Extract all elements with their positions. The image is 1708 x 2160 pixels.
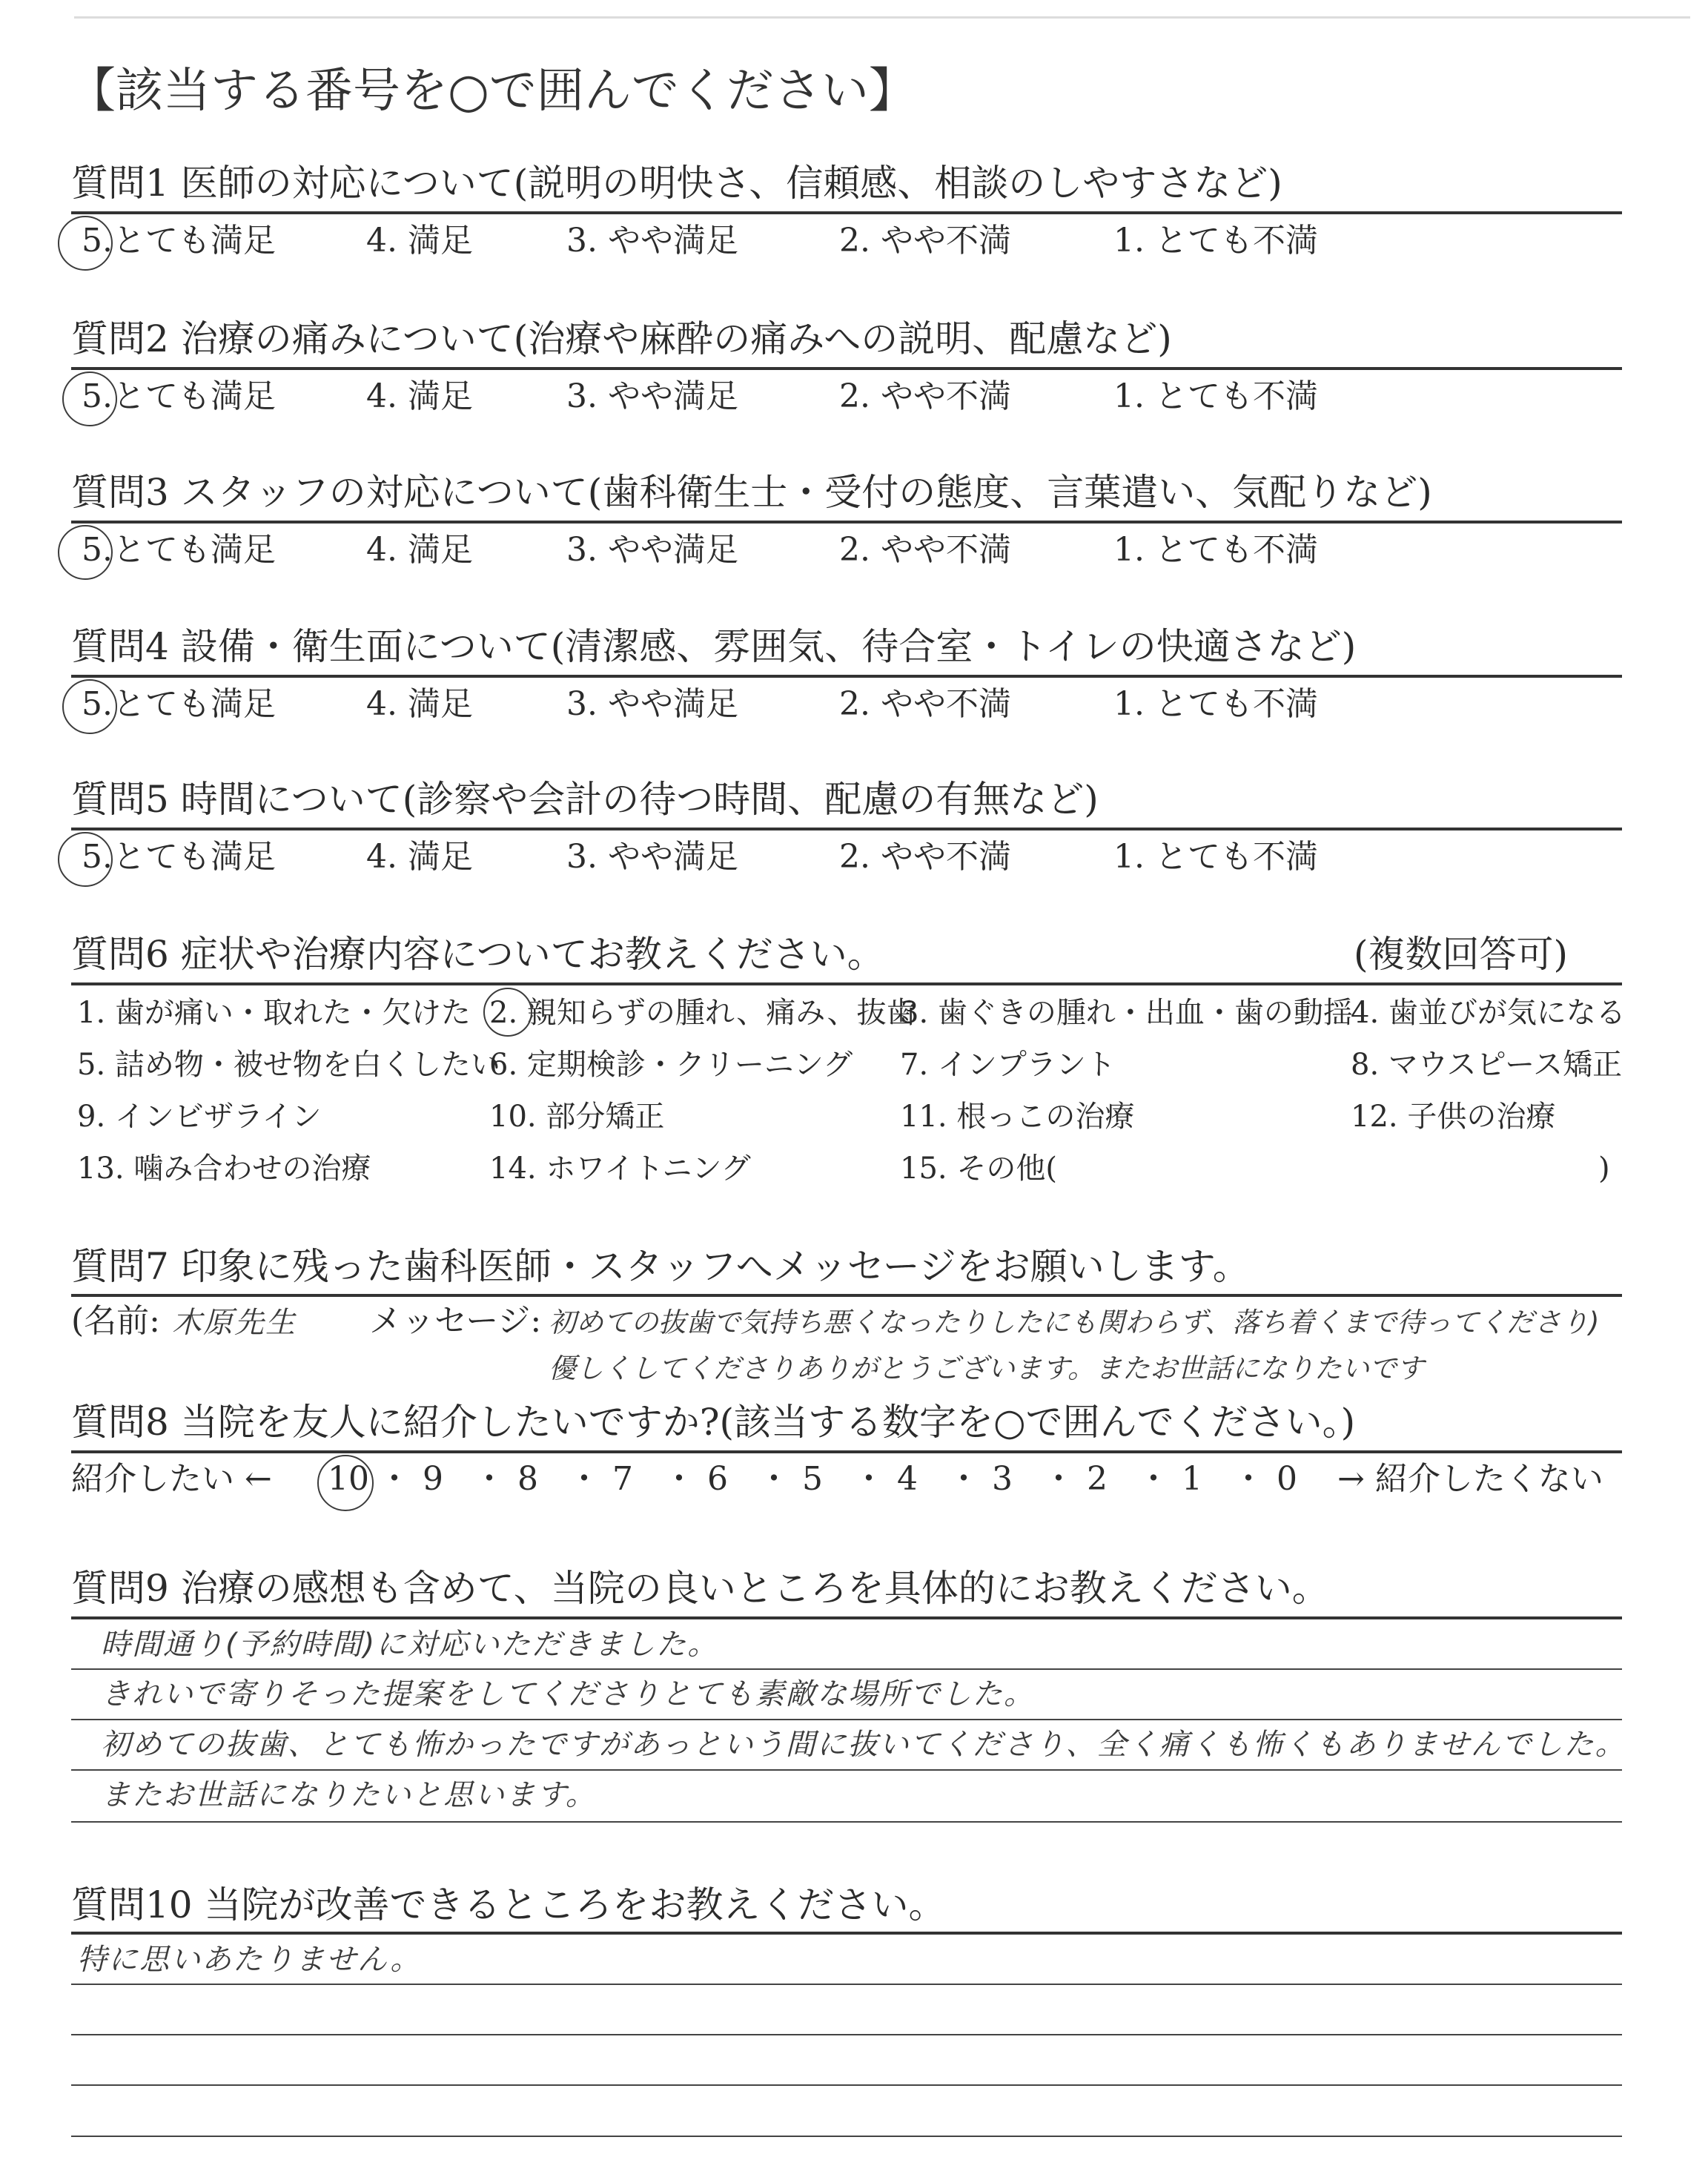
q1-option-1: 1. とても不満 — [1113, 222, 1318, 260]
q6-option-4: 4. 歯並びが気になる — [1351, 996, 1626, 1030]
q9-ruled-line — [71, 1821, 1622, 1823]
q3-selected-circle — [58, 525, 113, 580]
q7-message-line2: 優しくしてくださりありがとうございます。またお世話になりたいです — [549, 1353, 1425, 1384]
q4-selected-circle — [62, 679, 117, 734]
q1-option-2: 2. やや不満 — [839, 222, 1011, 260]
q4-option-3: 3. やや満足 — [566, 685, 738, 723]
q8-scale-separator: ・ — [473, 1460, 506, 1498]
q5-option-5: 5.とても満足 — [82, 838, 276, 876]
q10-answer-line: 特に思いあたりません。 — [77, 1943, 422, 1977]
q9-title: 質問9 治療の感想も含めて、当院の良いところを具体的にお教えください。 — [71, 1567, 1329, 1610]
q2-option-4: 4. 満足 — [366, 377, 473, 415]
q9-ruled-line — [71, 1719, 1622, 1720]
q8-scale-8: 8 — [517, 1460, 538, 1498]
q6-option-11: 11. 根っこの治療 — [900, 1100, 1135, 1134]
q6-option-8: 8. マウスピース矯正 — [1351, 1048, 1623, 1082]
q2-rule — [71, 367, 1622, 370]
q6-title: 質問6 症状や治療内容についてお教えください。 — [71, 933, 884, 976]
q4-option-4: 4. 満足 — [366, 685, 473, 723]
q2-option-2: 2. やや不満 — [839, 377, 1011, 415]
q8-scale-3: 3 — [992, 1460, 1013, 1498]
q6-option-1: 1. 歯が痛い・取れた・欠けた — [77, 996, 471, 1030]
q7-message-label: メッセージ: — [369, 1302, 542, 1340]
q4-option-1: 1. とても不満 — [1113, 685, 1318, 723]
q8-scale-6: 6 — [707, 1460, 728, 1498]
q8-scale-4: 4 — [897, 1460, 918, 1498]
q6-option-2: 2. 親知らずの腫れ、痛み、抜歯 — [489, 996, 916, 1030]
q8-scale-separator: ・ — [853, 1460, 885, 1498]
q10-ruled-line — [71, 2136, 1622, 2137]
q9-rule — [71, 1616, 1622, 1619]
q8-scale-5: 5 — [802, 1460, 823, 1498]
q6-option-10: 10. 部分矯正 — [489, 1100, 665, 1134]
q8-scale-separator: ・ — [1042, 1460, 1075, 1498]
q6-option-15: 15. その他( — [900, 1152, 1057, 1186]
q9-answer-line: 時間通り(予約時間)に対応いただきました。 — [101, 1628, 719, 1662]
q8-selected-circle — [317, 1455, 374, 1511]
q7-message-line1: 初めての抜歯で気持ち悪くなったりしたにも関わらず、落ち着くまで待ってくださり) — [549, 1307, 1600, 1338]
q6-option-9: 9. インビザライン — [77, 1100, 322, 1134]
q9-answer-line: きれいで寄りそった提案をしてくださりとても素敵な場所でした。 — [101, 1677, 1035, 1711]
q9-answer-line: 初めての抜歯、とても怖かったですがあっという間に抜いてくださり、全く痛くも怖くもありませんでした。 — [101, 1728, 1626, 1762]
q5-option-1: 1. とても不満 — [1113, 838, 1318, 876]
q1-rule — [71, 211, 1622, 214]
q4-rule — [71, 675, 1622, 678]
q8-scale-9: 9 — [423, 1460, 443, 1498]
q3-option-1: 1. とても不満 — [1113, 531, 1318, 569]
q8-scale-separator: ・ — [568, 1460, 600, 1498]
q8-scale-separator: ・ — [1137, 1460, 1170, 1498]
q6-option-12: 12. 子供の治療 — [1351, 1100, 1556, 1134]
q5-title: 質問5 時間について(診察や会計の待つ時間、配慮の有無など) — [71, 778, 1099, 821]
q6-rule — [71, 982, 1622, 985]
q5-rule — [71, 828, 1622, 830]
q6-option-3: 3. 歯ぐきの腫れ・出血・歯の動揺 — [900, 996, 1353, 1030]
q6-selected-circle — [483, 988, 532, 1037]
q4-option-5: 5.とても満足 — [82, 685, 276, 723]
q9-ruled-line — [71, 1668, 1622, 1670]
q2-option-5: 5.とても満足 — [82, 377, 276, 415]
q8-scale-1: 1 — [1182, 1460, 1202, 1498]
q8-scale-2: 2 — [1087, 1460, 1108, 1498]
q7-rule — [71, 1294, 1622, 1297]
q10-ruled-line — [71, 2084, 1622, 2086]
q7-name-label: (名前: — [71, 1302, 160, 1340]
q6-option-6: 6. 定期検診・クリーニング — [489, 1048, 853, 1082]
q9-ruled-line — [71, 1769, 1622, 1771]
q8-left-label: 紹介したい ← — [71, 1460, 272, 1498]
q1-option-4: 4. 満足 — [366, 222, 473, 260]
q2-selected-circle — [62, 371, 117, 426]
q10-rule — [71, 1932, 1622, 1935]
q3-option-3: 3. やや満足 — [566, 531, 738, 569]
q8-scale-separator: ・ — [663, 1460, 695, 1498]
q2-option-1: 1. とても不満 — [1113, 377, 1318, 415]
q5-option-4: 4. 満足 — [366, 838, 473, 876]
q8-right-label: → 紹介したくない — [1337, 1460, 1603, 1498]
q3-option-2: 2. やや不満 — [839, 531, 1011, 569]
q6-option-16: ) — [1598, 1152, 1610, 1186]
q4-option-2: 2. やや不満 — [839, 685, 1011, 723]
q3-title: 質問3 スタッフの対応について(歯科衛生士・受付の態度、言葉遣い、気配りなど) — [71, 471, 1432, 514]
q1-option-3: 3. やや満足 — [566, 222, 738, 260]
instruction-heading: 【該当する番号を○で囲んでください】 — [68, 64, 916, 119]
page-top-edge — [74, 16, 1690, 19]
q10-ruled-line — [71, 1984, 1622, 1985]
q3-option-5: 5.とても満足 — [82, 531, 276, 569]
q8-scale-separator: ・ — [1232, 1460, 1265, 1498]
q3-option-4: 4. 満足 — [366, 531, 473, 569]
q8-scale-10: 10 — [328, 1460, 369, 1498]
q4-title: 質問4 設備・衛生面について(清潔感、雰囲気、待合室・トイレの快適さなど) — [71, 625, 1357, 668]
q6-option-5: 5. 詰め物・被せ物を白くしたい — [77, 1048, 500, 1082]
q5-option-2: 2. やや不満 — [839, 838, 1011, 876]
q1-title: 質問1 医師の対応について(説明の明快さ、信頼感、相談のしやすさなど) — [71, 162, 1282, 205]
q6-option-14: 14. ホワイトニング — [489, 1152, 751, 1186]
q8-scale-separator: ・ — [378, 1460, 411, 1498]
q1-selected-circle — [58, 216, 113, 271]
q6-note: (複数回答可) — [1354, 933, 1569, 976]
q10-ruled-line — [71, 2034, 1622, 2035]
q3-rule — [71, 521, 1622, 524]
q6-option-7: 7. インプラント — [900, 1048, 1116, 1082]
q9-answer-line: またお世話になりたいと思います。 — [101, 1778, 597, 1812]
q8-scale-7: 7 — [612, 1460, 633, 1498]
q5-option-3: 3. やや満足 — [566, 838, 738, 876]
q1-option-5: 5.とても満足 — [82, 222, 276, 260]
q2-option-3: 3. やや満足 — [566, 377, 738, 415]
q8-scale-separator: ・ — [947, 1460, 980, 1498]
q7-name-value: 木原先生 — [172, 1306, 297, 1340]
q7-title: 質問7 印象に残った歯科医師・スタッフへメッセージをお願いします。 — [71, 1245, 1250, 1288]
q10-title: 質問10 当院が改善できるところをお教えください。 — [71, 1883, 946, 1926]
q8-rule — [71, 1450, 1622, 1453]
q8-title: 質問8 当院を友人に紹介したいですか?(該当する数字を○で囲んでください。) — [71, 1401, 1356, 1444]
q8-scale-separator: ・ — [758, 1460, 790, 1498]
q5-selected-circle — [58, 832, 113, 887]
q6-option-13: 13. 噛み合わせの治療 — [77, 1152, 371, 1186]
q2-title: 質問2 治療の痛みについて(治療や麻酔の痛みへの説明、配慮など) — [71, 317, 1172, 360]
q8-scale-0: 0 — [1277, 1460, 1297, 1498]
